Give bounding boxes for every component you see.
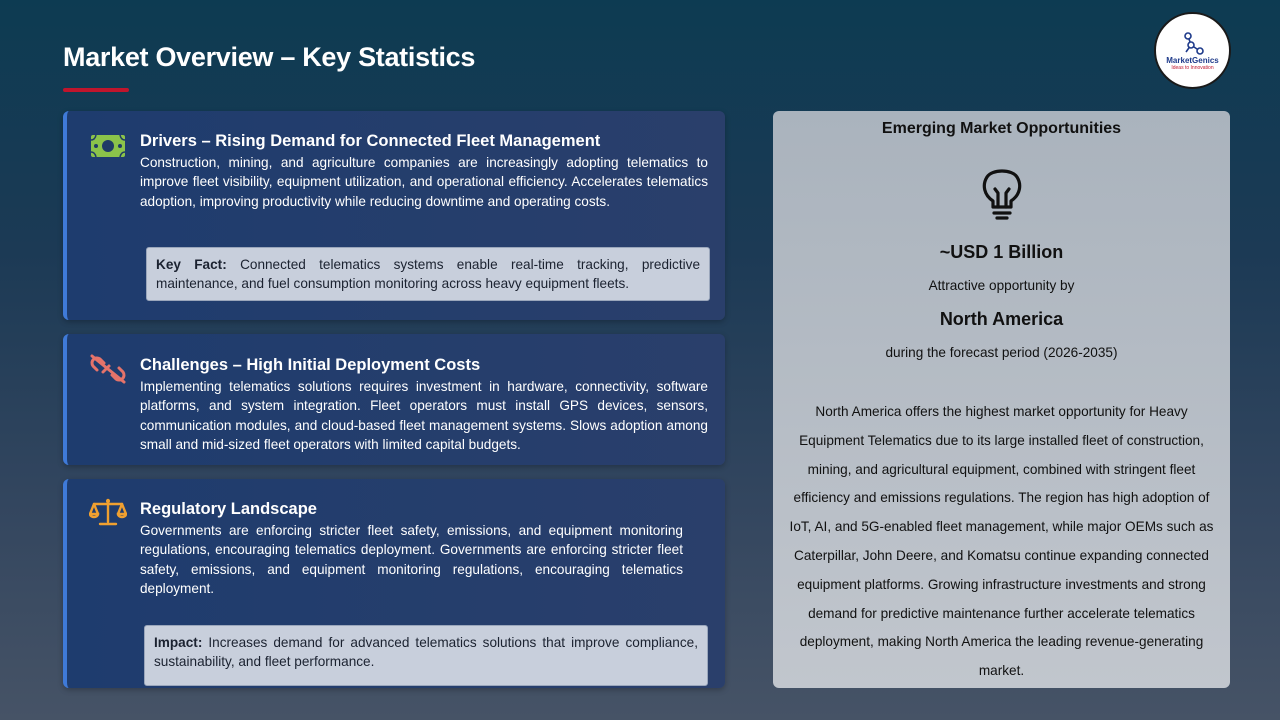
- challenges-title: Challenges – High Initial Deployment Costs: [140, 356, 481, 374]
- impact-text: Increases demand for advanced telematics solutions that improve compliance, sustainability, and fleet performance.: [154, 635, 698, 670]
- drivers-card: [63, 111, 725, 320]
- opportunities-title: Emerging Market Opportunities: [881, 120, 1122, 137]
- broken-link-icon: [89, 354, 127, 384]
- regulatory-card: [63, 479, 725, 688]
- key-fact-label: Key Fact:: [156, 257, 227, 272]
- company-logo: [1154, 12, 1231, 89]
- challenges-body: Implementing telematics solutions requires investment in hardware, connectivity, software platforms, and system integration. Fleet operators must install GPS devices, sensors, communication modules, and cloud-based fleet management systems. Slows adoption among small and mid-sized fleet operators with limited capital budgets.: [140, 379, 708, 453]
- money-icon: [89, 131, 127, 161]
- forecast-period: during the forecast period (2026-2035): [885, 345, 1118, 360]
- title-underline: [63, 88, 129, 92]
- logo-name: MarketGenics: [1166, 55, 1219, 65]
- challenges-card: [63, 334, 725, 465]
- key-fact-text: Connected telematics systems enable real-time tracking, predictive maintenance, and fuel consumption monitoring across heavy equipment fleets.: [156, 257, 700, 292]
- lightbulb-icon: [979, 167, 1025, 221]
- opportunities-panel: [773, 111, 1230, 688]
- network-icon: [1180, 31, 1206, 57]
- opportunity-caption: Attractive opportunity by: [928, 278, 1075, 293]
- key-fact-box: [146, 247, 710, 301]
- regulatory-title: Regulatory Landscape: [140, 500, 317, 518]
- regulatory-body: Governments are enforcing stricter fleet safety, emissions, and equipment monitoring regulations, encouraging telematics deployment. Governments are enforcing stricter fleet safety, emissions, and equipment monitoring regulations, encouraging telematics deployment.: [140, 523, 683, 597]
- drivers-title: Drivers – Rising Demand for Connected Fleet Management: [140, 132, 601, 150]
- page-title: Market Overview – Key Statistics: [63, 42, 476, 72]
- opportunity-description: North America offers the highest market opportunity for Heavy Equipment Telematics due to its large installed fleet of construction, mining, and agricultural equipment, combined with stringent fleet efficiency and emissions regulations. The region has high adoption of IoT, AI, and 5G-enabled fleet management, while major OEMs such as Caterpillar, John Deere, and Komatsu continue expanding connected equipment platforms. Growing infrastructure investments and strong demand for predictive maintenance further accelerate telematics deployment, making North America the leading revenue-generating market.: [789, 404, 1214, 679]
- opportunity-value: ~USD 1 Billion: [939, 242, 1064, 262]
- drivers-body: Construction, mining, and agriculture companies are increasingly adopting telematics to improve fleet visibility, equipment utilization, and operational efficiency. Accelerates telematics adoption, improving productivity while reducing downtime and operating costs.: [140, 155, 708, 209]
- scales-icon: [89, 497, 127, 527]
- logo-tagline: Ideas to Innovation: [1171, 64, 1214, 71]
- impact-label: Impact:: [154, 635, 203, 650]
- opportunity-region: North America: [939, 309, 1064, 329]
- impact-box: [144, 625, 708, 686]
